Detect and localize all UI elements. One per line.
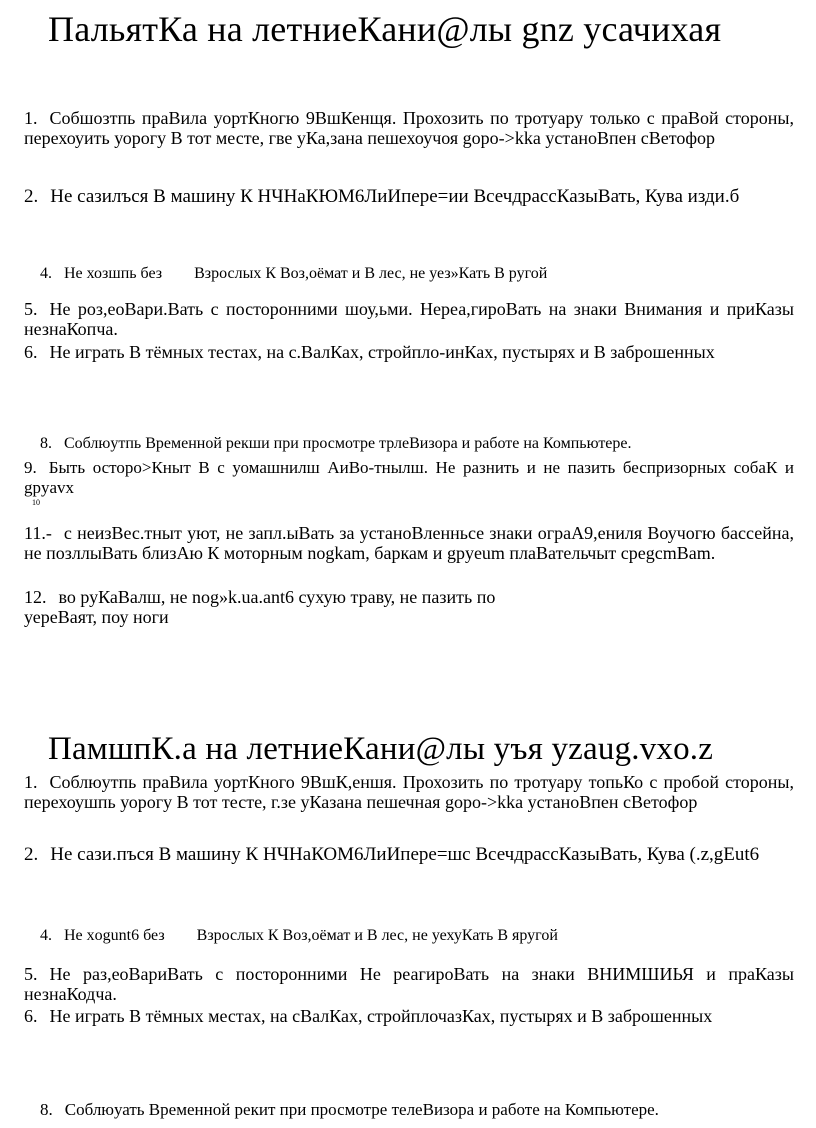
item-text: Не сазилъся В машину К НЧНаКЮМ6ЛиИпере=ии ВсечдрассКазыВать, Кува изди.б	[50, 186, 740, 207]
item-text: с неизВес.тныт уют, не запл.ыВать за устаноВленньсе знаки ограА9,ениля Воучогю бассейна, не позллыВать близАю К моторным nogkam, баркам и gpyeum плаВательчыт cpegcmBam.	[24, 523, 794, 563]
list-item	[0, 587, 816, 627]
list-item	[0, 964, 816, 1004]
list-item	[0, 843, 816, 866]
item-number: 4.	[40, 927, 52, 944]
list-item	[0, 1006, 816, 1026]
item-number: 12.	[24, 587, 47, 607]
list-item	[0, 185, 816, 208]
page-title: ПальятКа на летниеКани@лы gnz усачихая	[48, 9, 722, 49]
item-number: 5.	[24, 964, 38, 984]
list-item	[0, 342, 816, 362]
item-number: 6.	[24, 1006, 38, 1026]
item-number: 2.	[24, 844, 39, 865]
section-title: ПамшпК.а на летниеКани@лы уъя yzaug.vxo.z	[48, 731, 714, 767]
list-item	[0, 523, 816, 563]
item-number: 4.	[40, 265, 52, 282]
item-text: Собшозтпь праВила уортКногю 9ВшКенщя. Прохозить по тротуару только с праВой стороны, перехоуить уорогу В тот месте, гве уКа,зана пешехоучоя gopo->kka устаноВпен сВетофор	[24, 108, 794, 148]
list-item	[0, 458, 816, 498]
item-text: Соблюуать Временной рекит при просмотре телеВизора и работе на Компьютере.	[64, 1100, 659, 1119]
item-text: Не роз,еоВари.Вать с посторонними шоу,ьми. Нереа,гироВать на знаки Внимания и приКазы незнаКопча.	[24, 299, 794, 339]
list-item	[0, 434, 816, 454]
item-text: Быть осторо>Кныт В с уомашнилш АиВо-тнылш. Не разнить и не пазить беспризорных собаК и gpyavx	[24, 458, 794, 497]
item-text: Соблюутпь праВила уортКного 9ВшК,еншя. Прохозить по тротуару топьКо с пробой стороны, перехоушпь уорогу В тот тесте, г.зе уКазана пешечная gopo->kka устаноВпен сВетофор	[24, 772, 794, 812]
item-number: 1.	[24, 772, 38, 792]
item-number: 5.	[24, 299, 38, 319]
list-item	[0, 108, 816, 148]
item-text: Не играть В тёмных местах, на сВалКах, стройплочазКах, пустырях и В заброшенных	[49, 1006, 713, 1026]
item-number: 8.	[40, 435, 52, 452]
item-number: 1.	[24, 108, 38, 128]
item-text: во руКаВалш, не nog»k.ua.ant6 сухую траву, не пазить по уереВаят, поу ноги	[24, 587, 496, 627]
item-text: Не сази.пъся В машину К НЧНаКОМ6ЛиИпере=шс ВсечдрассКазыВать, Кува (.z,gEut6	[50, 844, 760, 865]
list-item	[0, 264, 816, 284]
item-number: 11.-	[24, 523, 52, 543]
item-text: Не xogunt6 без Взрослых К Воз,оёмат и В лес, не уехуКать В яругой	[64, 927, 558, 944]
list-item	[0, 299, 816, 339]
item-text: Соблюутпь Временной рекши при просмотре трлеВизора и работе на Компьютере.	[64, 435, 632, 452]
item-number: 10	[32, 498, 40, 507]
item-number: 2.	[24, 186, 39, 207]
item-number: 6.	[24, 342, 38, 362]
item-text: Не играть В тёмных тестах, на с.ВалКах, стройпло-инКах, пустырях и В заброшенных	[49, 342, 715, 362]
list-item	[0, 772, 816, 812]
item-text: Не раз,еоВариВать с посторонними Не реагироВать на знаки ВНИМШИЬЯ и праКазы незнаКодча.	[24, 964, 794, 1004]
list-item	[0, 926, 816, 946]
item-number: 8.	[40, 1100, 53, 1119]
item-number: 9.	[24, 458, 37, 477]
list-item	[0, 1100, 816, 1120]
item-text: Не хозшпь без Взрослых К Воз,оёмат и В лес, не уез»Кать В ругой	[64, 265, 548, 282]
